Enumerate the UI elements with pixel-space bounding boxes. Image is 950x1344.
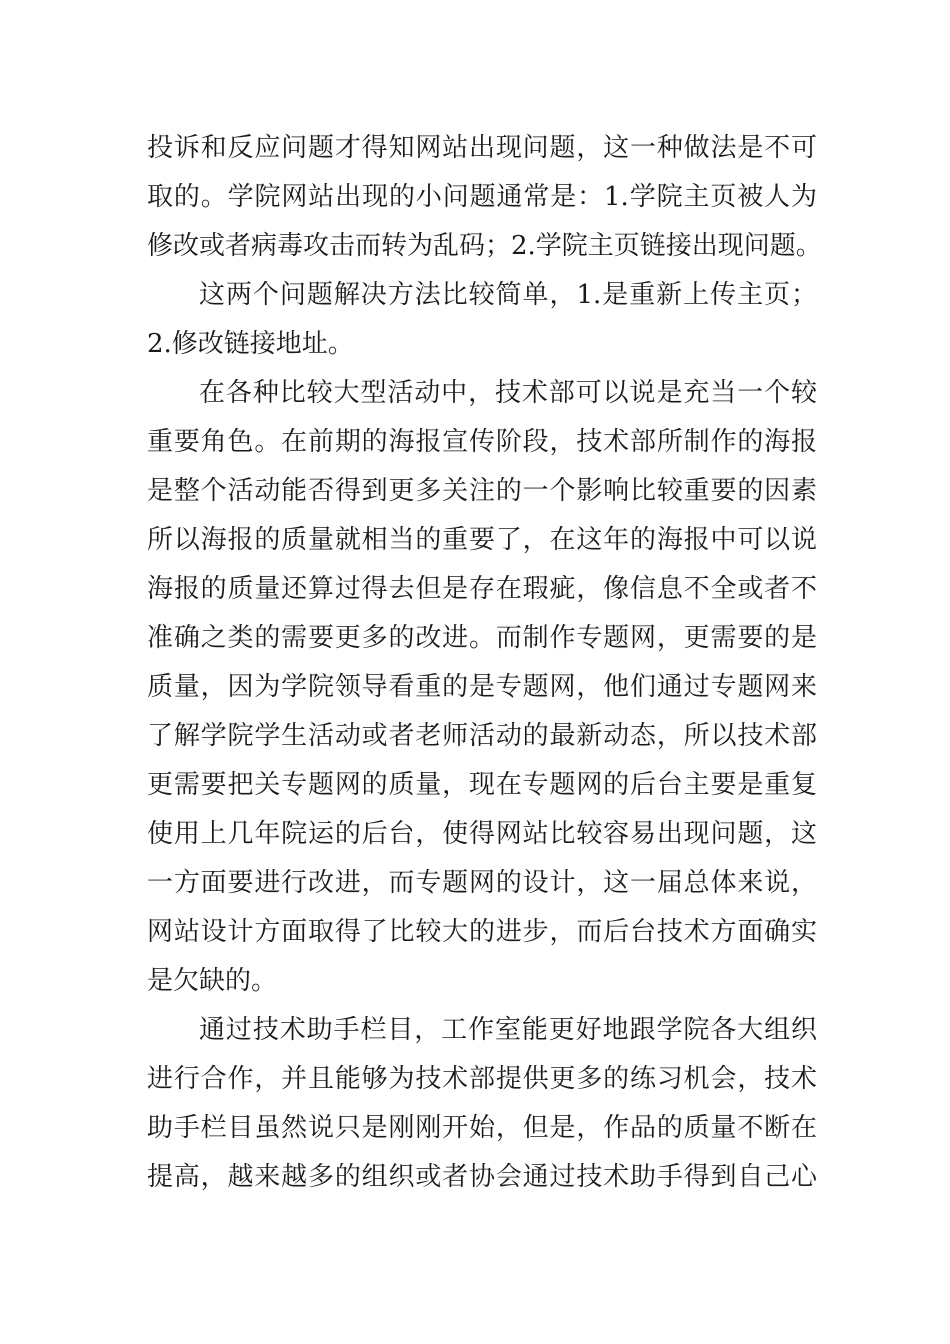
text-line: 一方面要进行改进，而专题网的设计，这一届总体来说， xyxy=(147,868,817,898)
text-line: 重要角色。在前期的海报宣传阶段，技术部所制作的海报 xyxy=(147,427,817,457)
body-text xyxy=(147,124,822,1202)
text-line: 更需要把关专题网的质量，现在专题网的后台主要是重复 xyxy=(147,770,817,800)
text-line: 修改或者病毒攻击而转为乱码；2.学院主页链接出现问题。 xyxy=(147,231,822,261)
text-line: 网站设计方面取得了比较大的进步，而后台技术方面确实 xyxy=(147,917,817,947)
text-line: 质量，因为学院领导看重的是专题网，他们通过专题网来 xyxy=(147,672,817,702)
text-line: 助手栏目虽然说只是刚刚开始，但是，作品的质量不断在 xyxy=(147,1113,817,1143)
text-line: 海报的质量还算过得去但是存在瑕疵，像信息不全或者不 xyxy=(147,574,817,604)
text-line: 使用上几年院运的后台，使得网站比较容易出现问题，这 xyxy=(147,819,817,849)
paragraph-start-line: 这两个问题解决方法比较简单，1.是重新上传主页； xyxy=(199,280,817,310)
text-line: 了解学院学生活动或者老师活动的最新动态，所以技术部 xyxy=(147,721,817,751)
text-line: 取的。学院网站出现的小问题通常是：1.学院主页被人为 xyxy=(147,182,817,212)
text-line: 投诉和反应问题才得知网站出现问题，这一种做法是不可 xyxy=(147,133,817,163)
paragraph-end-line: 2.修改链接地址。 xyxy=(147,329,354,359)
text-line: 准确之类的需要更多的改进。而制作专题网，更需要的是 xyxy=(147,623,817,653)
paragraph-start-line: 通过技术助手栏目，工作室能更好地跟学院各大组织 xyxy=(199,1015,817,1045)
text-line: 进行合作，并且能够为技术部提供更多的练习机会，技术 xyxy=(147,1064,817,1094)
paragraph-start-line: 在各种比较大型活动中，技术部可以说是充当一个较 xyxy=(199,378,817,408)
text-line: 所以海报的质量就相当的重要了，在这年的海报中可以说 xyxy=(147,525,817,555)
paragraph-end-line: 是欠缺的。 xyxy=(147,966,278,996)
text-line: 是整个活动能否得到更多关注的一个影响比较重要的因素 xyxy=(147,476,817,506)
text-line: 提高，越来越多的组织或者协会通过技术助手得到自己心 xyxy=(147,1162,817,1192)
